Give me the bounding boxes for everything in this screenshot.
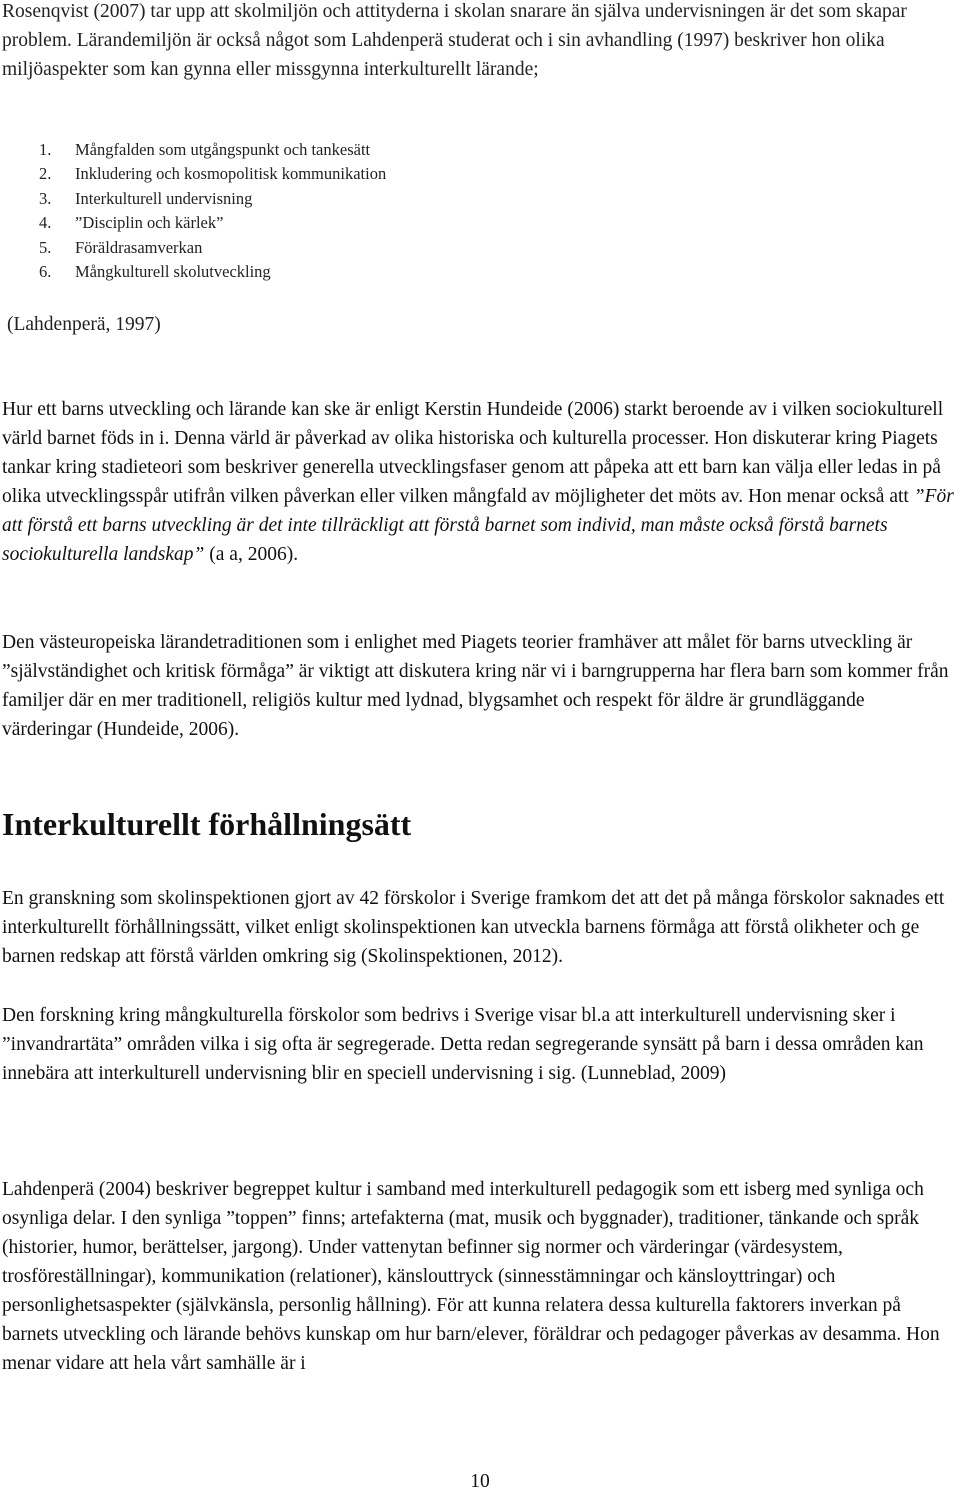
- list-item: [39, 236, 386, 260]
- list-item-number: 3.: [39, 188, 52, 208]
- list-item: [39, 162, 386, 186]
- page-number: 10: [470, 1471, 490, 1492]
- iceberg-paragraph: Lahdenperä (2004) beskriver begreppet kultur i samband med interkulturell pedagogik som ett isberg med synliga och osynliga delar. I den synliga ”toppen” finns; artefakterna (mat, musik och byggnader), traditioner, tänkande och språk (historier, humor, berättelser, jargong). Under vattenytan befinner sig normer och värderingar (värdesystem, trosföreställningar), kommunikation (relationer), känslouttryck (sinnesstämningar och känsloyttringar) och personlighetsaspekter (självkänsla, personlig hållning). För att kunna relatera dessa kulturella faktorers inverkan på barnets utveckling och lärande behövs kunskap om hur barn/elever, föräldrar och pedagoger påverkas av desamma. Hon menar vidare att hela vårt samhälle är i: [2, 1179, 940, 1374]
- list-citation: (Lahdenperä, 1997): [7, 314, 161, 335]
- list-item-text: Interkulturell undervisning: [75, 188, 253, 208]
- list-item: [39, 187, 386, 211]
- list-item-number: 6.: [39, 262, 52, 282]
- list-item-text: Mångkulturell skolutveckling: [75, 262, 271, 282]
- environment-aspects-list: [39, 138, 386, 284]
- list-item: [39, 138, 386, 162]
- list-item-text: Inkludering och kosmopolitisk kommunikation: [75, 164, 387, 184]
- italic-quote: ”För att förstå ett barns utveckling är det inte tillräckligt att förstå barnet som individ, man måste också förstå barnets sociokulturella landskap”: [2, 486, 954, 565]
- list-item-number: 4.: [39, 213, 52, 233]
- paragraph-text: Hur ett barns utveckling och lärande kan ske är enligt Kerstin Hundeide (2006) starkt beroende av i vilken sociokulturell värld barnet föds in i. Denna värld är påverkad av olika historiska och kulturella processer. Hon diskuterar kring Piagets tankar kring stadieteori som beskriver generella utvecklingsfaser genom att påpeka att ett barn kan välja eller ledas in på olika utvecklingsspår utifrån vilken påverkan eller vilken mångfald av möjligheter det möts av. Hon menar också att: [2, 399, 944, 507]
- list-item: [39, 211, 386, 235]
- hundeide-paragraph: [2, 395, 958, 569]
- western-tradition-paragraph: Den västeuropeiska lärandetraditionen som i enlighet med Piagets teorier framhäver att målet för barns utveckling är ”självständighet och kritisk förmåga” är viktigt att diskutera kring när vi i barngrupperna har flera barn som kommer från familjer där en mer traditionell, religiös kultur med lydnad, blygsamhet och respekt för äldre är grundläggande värderingar (Hundeide, 2006).: [2, 632, 949, 740]
- intro-paragraph: Rosenqvist (2007) tar upp att skolmiljön och attityderna i skolan snarare än själva undervisningen är det som skapar problem. Lärandemiljön är också något som Lahdenperä studerat och i sin avhandling (1997) beskriver hon olika miljöaspekter som kan gynna eller missgynna interkulturellt lärande;: [2, 1, 907, 80]
- section-heading: Interkulturellt förhållningsätt: [2, 806, 412, 842]
- research-paragraph: Den forskning kring mångkulturella förskolor som bedrivs i Sverige visar bl.a att interkulturell undervisning sker i ”invandrartäta” områden vilka i sig ofta är segregerade. Detta redan segregerande synsätt på barn i dessa områden kan innebära att interkulturell undervisning blir en speciell undervisning i sig. (Lunneblad, 2009): [2, 1005, 924, 1084]
- list-item-text: Föräldrasamverkan: [75, 237, 203, 257]
- paragraph-text: (a a, 2006).: [204, 544, 299, 565]
- list-item-text: ”Disciplin och kärlek”: [75, 213, 224, 233]
- list-item-number: 2.: [39, 164, 52, 184]
- list-item: [39, 260, 386, 284]
- list-item-number: 1.: [39, 140, 52, 159]
- list-item-text: Mångfalden som utgångspunkt och tankesätt: [75, 140, 371, 159]
- list-item-number: 5.: [39, 237, 52, 257]
- skolinspektionen-paragraph: En granskning som skolinspektionen gjort av 42 förskolor i Sverige framkom det att det på många förskolor saknades ett interkulturellt förhållningssätt, vilket enligt skolinspektionen kan utveckla barnens förmåga att förstå olikheter och ge barnen redskap att förstå världen omkring sig (Skolinspektionen, 2012).: [2, 888, 945, 967]
